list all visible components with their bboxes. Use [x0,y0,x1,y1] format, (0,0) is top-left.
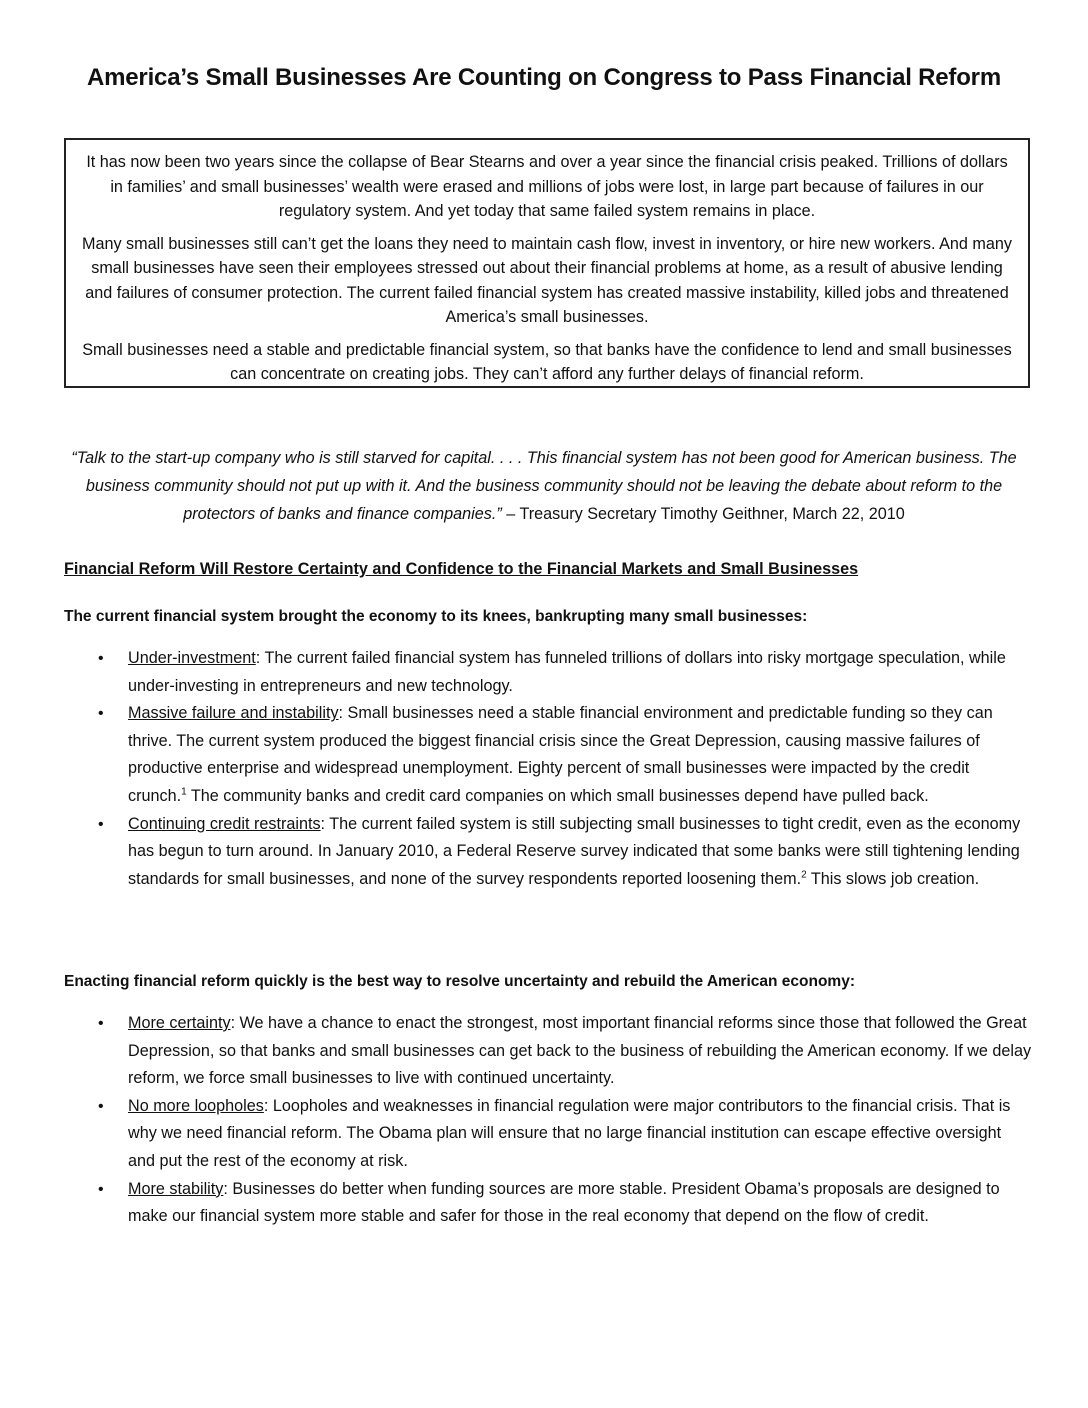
bullet-icon: • [98,1180,104,1198]
list-item [64,1010,1032,1093]
intro-paragraph-3: Small businesses need a stable and predictable financial system, so that banks have the confidence to lend and small businesses can concentrate on creating jobs. They can’t afford any further delays of financial reform. [82,340,1012,383]
item-term: Continuing credit restraints [128,814,321,833]
quote-attribution: – Treasury Secretary Timothy Geithner, March 22, 2010 [501,505,905,523]
item-term: More stability [128,1179,224,1198]
list-item [64,1176,1032,1231]
document-title: America’s Small Businesses Are Counting on Congress to Pass Financial Reform [87,64,1001,91]
quote-text: “Talk to the start-up company who is still starved for capital. . . . This financial system has not been good for American business. The business community should not put up with it. And the business community should not be leaving the debate about reform to the protectors of banks and finance companies.” [71,449,1017,523]
item-text: : Businesses do better when funding sources are more stable. President Obama’s proposals are designed to make our financial system more stable and safer for those in the real economy that depend on the flow of credit. [128,1179,1000,1226]
list-item [64,811,1032,894]
section1-heading: The current financial system brought the economy to its knees, bankrupting many small businesses: [64,608,808,625]
bullet-icon: • [98,705,104,723]
bullet-icon: • [98,650,104,667]
item-text: : We have a chance to enact the strongest, most important financial reforms since those that followed the Great Depression, so that banks and small businesses can get back to the business of rebuilding the American economy. If we delay reform, we force small businesses to live with continued uncertainty. [128,1014,1032,1088]
item-text: : The current failed system is still subjecting small businesses to tight credit, even as the economy has begun to turn around. In January 2010, a Federal Reserve survey indicated that some banks were still tightening lending standards for small businesses, and none of the survey respondents reported loosening them. [128,814,1021,888]
item-text: : Small businesses need a stable financial environment and predictable funding so they can thrive. The current system produced the biggest financial crisis since the Great Depression, causing massive failures of productive enterprise and widespread unemployment. Eighty percent of small businesses were impacted by the credit crunch. [128,704,993,805]
intro-box [64,138,1030,388]
footnote-marker: 2 [801,869,807,881]
section2-heading: Enacting financial reform quickly is the best way to resolve uncertainty and rebuild the American economy: [64,973,855,990]
item-term: Under-investment [128,649,256,667]
list-item [64,645,1032,700]
item-text: : Loopholes and weaknesses in financial regulation were major contributors to the financial crisis. That is why we need financial reform. The Obama plan will ensure that no large financial institution can escape effective oversight and put the rest of the economy at risk. [128,1096,1011,1170]
bullet-icon: • [98,1015,104,1032]
section1-list [64,645,1032,893]
item-term: More certainty [128,1014,231,1032]
section2-list [64,1010,1032,1231]
item-term: No more loopholes [128,1096,264,1115]
geithner-quote [56,444,1032,528]
bullet-icon: • [98,815,104,833]
section-heading: Financial Reform Will Restore Certainty and Confidence to the Financial Markets and Small Businesses [64,560,859,578]
intro-paragraph-2: Many small businesses still can’t get the loans they need to maintain cash flow, invest in inventory, or hire new workers. And many small businesses have seen their employees stressed out about their financial problems at home, as a result of abusive lending and failures of consumer protection. The current failed financial system has created massive instability, killed jobs and threatened America’s small businesses. [81,234,1013,326]
item-text-after: The community banks and credit card companies on which small businesses depend have pulled back. [186,786,929,805]
item-text-after: This slows job creation. [806,869,980,888]
item-text: : The current failed financial system has funneled trillions of dollars into risky mortgage speculation, while under-investing in entrepreneurs and new technology. [128,649,1006,695]
bullet-icon: • [98,1097,104,1115]
item-term: Massive failure and instability [128,704,339,723]
list-item [64,700,1032,810]
intro-paragraph-1: It has now been two years since the collapse of Bear Stearns and over a year since the financial crisis peaked. Trillions of dollars in families’ and small businesses’ wealth were erased and millions of jobs were lost, in large part because of failures in our regulatory system. And yet today that same failed system remains in place. [86,153,1008,220]
footnote-marker: 1 [181,786,187,798]
list-item [64,1093,1032,1176]
